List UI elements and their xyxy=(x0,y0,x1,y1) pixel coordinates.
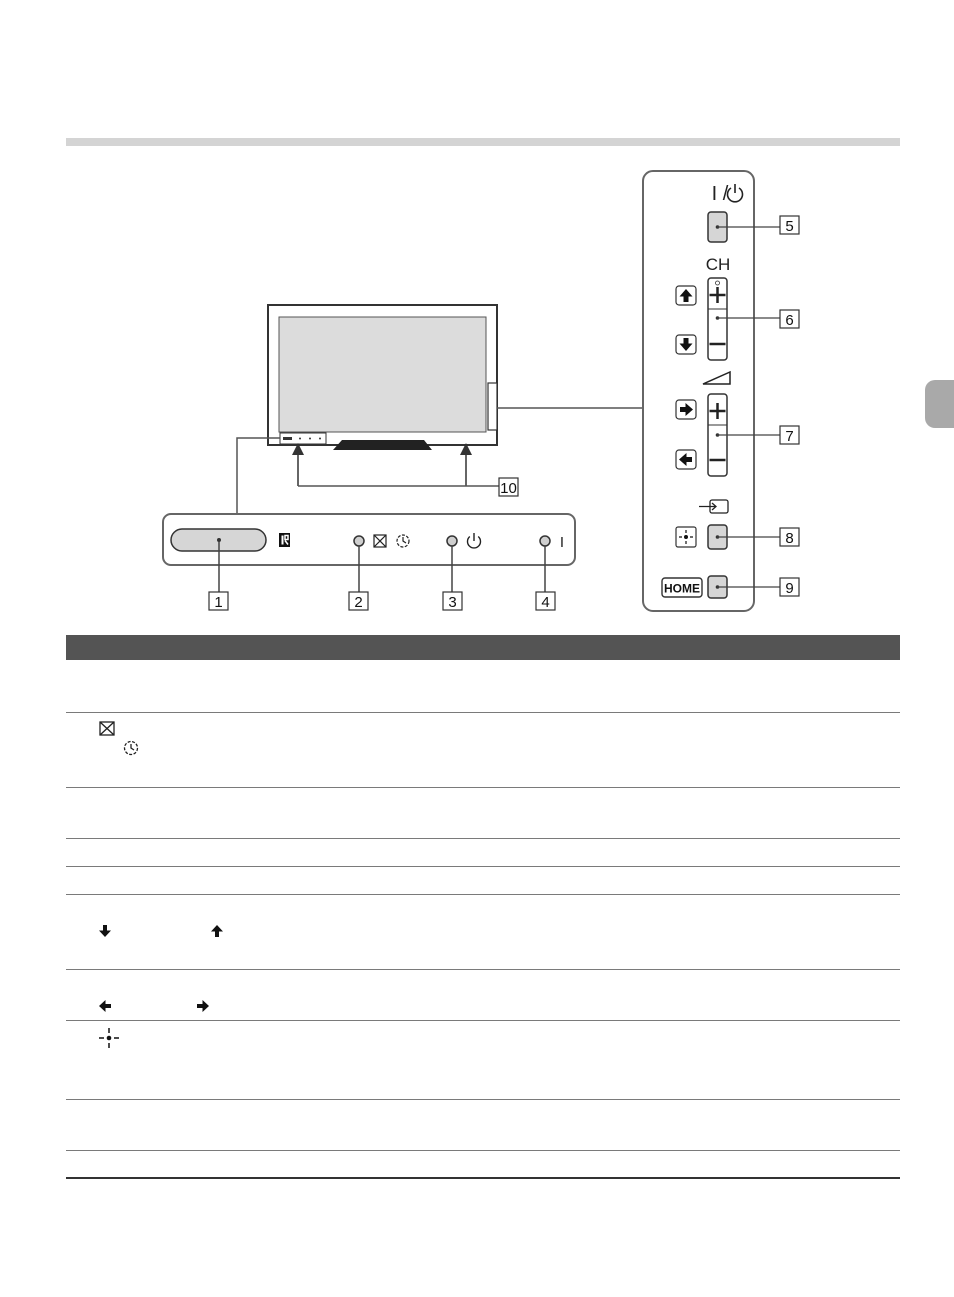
arrow-up-icon xyxy=(208,922,226,940)
svg-text:I: I xyxy=(559,534,565,551)
standby-led xyxy=(447,536,457,546)
enter-icon xyxy=(96,1026,122,1050)
svg-text:10: 10 xyxy=(500,480,517,497)
callout-6 xyxy=(780,310,799,329)
svg-text:5: 5 xyxy=(785,218,794,235)
table-row-divider xyxy=(66,1150,900,1151)
svg-text:2: 2 xyxy=(354,594,363,611)
table-row-divider xyxy=(66,838,900,839)
table-header-bar xyxy=(66,635,900,660)
callout-9 xyxy=(780,578,799,597)
svg-text:HOME: HOME xyxy=(664,581,700,596)
table-row-divider xyxy=(66,712,900,713)
side-button-panel xyxy=(643,171,780,611)
arrow-up-icon xyxy=(676,286,696,305)
ir-sensor-icon xyxy=(279,533,290,547)
front-panel-zoom xyxy=(163,514,575,592)
arrow-right-icon xyxy=(194,997,212,1015)
timer-icon xyxy=(120,738,142,758)
power-button-label: I / xyxy=(711,183,729,205)
home-key-icon xyxy=(662,578,702,597)
callout-10 xyxy=(499,478,518,497)
svg-text:3: 3 xyxy=(448,594,457,611)
svg-text:1: 1 xyxy=(214,594,223,611)
table-row-divider xyxy=(66,787,900,788)
svg-text:7: 7 xyxy=(785,428,794,445)
power-led xyxy=(540,536,550,546)
tv-controls-diagram xyxy=(0,0,954,640)
arrow-left-icon xyxy=(96,997,114,1015)
callout-5 xyxy=(780,216,799,235)
svg-text:8: 8 xyxy=(785,530,794,547)
tv-illustration xyxy=(268,305,497,450)
arrow-down-icon xyxy=(676,335,696,354)
picture-off-icon xyxy=(97,719,119,739)
svg-text:CH: CH xyxy=(705,255,731,274)
table-bottom-rule xyxy=(66,1177,900,1179)
callout-8 xyxy=(780,528,799,547)
table-row-divider xyxy=(66,866,900,867)
table-row-divider xyxy=(66,969,900,970)
svg-text:9: 9 xyxy=(785,580,794,597)
callout-7 xyxy=(780,426,799,445)
table-row-divider xyxy=(66,1099,900,1100)
svg-text:6: 6 xyxy=(785,312,794,329)
arrow-down-icon xyxy=(96,922,114,940)
arrow-right-icon xyxy=(676,400,696,419)
picture-off-timer-led xyxy=(354,536,364,546)
table-row-divider xyxy=(66,1020,900,1021)
callout-1 xyxy=(209,592,228,611)
svg-text:4: 4 xyxy=(541,594,550,611)
callout-2 xyxy=(349,592,368,611)
table-row-divider xyxy=(66,894,900,895)
callout-4 xyxy=(536,592,555,611)
enter-icon xyxy=(676,527,696,547)
callout-3 xyxy=(443,592,462,611)
arrow-left-icon xyxy=(676,450,696,469)
